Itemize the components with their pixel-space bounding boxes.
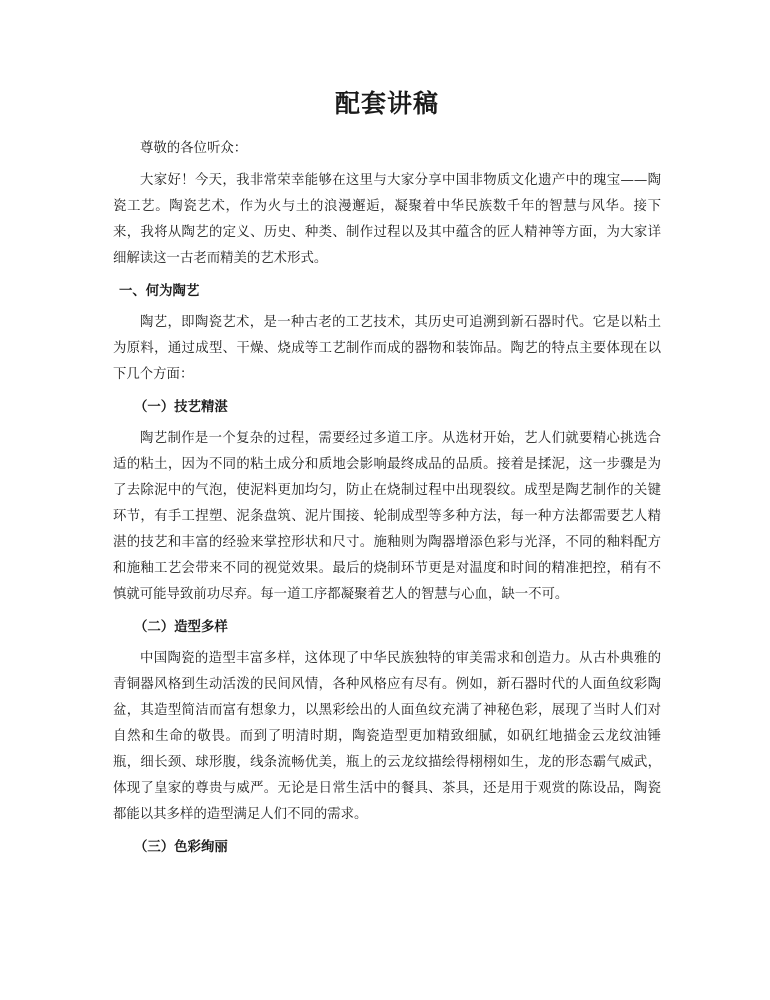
subsection-2-paragraph: 中国陶瓷的造型丰富多样，这体现了中华民族独特的审美需求和创造力。从古朴典雅的青铜器风格到生动活泼的民间风情，各种风格应有尽有。例如，新石器时代的人面鱼纹彩陶盆，其造型简洁而富有想象力，以黑彩绘出的人面鱼纹充满了神秘色彩，展现了当时人们对自然和生命的敬畏。而到了明清时期，陶瓷造型更加精致细腻，如矾红地描金云龙纹油锤瓶，细长颈、球形腹，线条流畅优美，瓶上的云龙纹描绘得栩栩如生，龙的形态霸气威武，体现了皇家的尊贵与威严。无论是日常生活中的餐具、茶具，还是用于观赏的陈设品，陶瓷都能以其多样的造型满足人们不同的需求。 [113, 651, 661, 822]
subsection-heading-3: （三）色彩绚丽 [134, 839, 228, 855]
section-heading-1: 一、何为陶艺 [119, 283, 200, 299]
intro-paragraph: 大家好！今天，我非常荣幸能够在这里与大家分享中国非物质文化遗产中的瑰宝——陶瓷工艺。陶瓷艺术，作为火与土的浪漫邂逅，凝聚着中华民族数千年的智慧与风华。接下来，我将从陶艺的定义、历史、种类、制作过程以及其中蕴含的匠人精神等方面，为大家详细解读这一古老而精美的艺术形式。 [113, 173, 661, 266]
section-1-paragraph: 陶艺，即陶瓷艺术，是一种古老的工艺技术，其历史可追溯到新石器时代。它是以粘土为原料，通过成型、干燥、烧成等工艺制作而成的器物和装饰品。陶艺的特点主要体现在以下几个方面： [113, 315, 661, 382]
document-title: 配套讲稿 [334, 89, 439, 118]
document-page [113, 86, 661, 866]
subsection-heading-1: （一）技艺精湛 [134, 399, 228, 415]
subsection-1-paragraph: 陶艺制作是一个复杂的过程，需要经过多道工序。从选材开始，艺人们就要精心挑选合适的粘土，因为不同的粘土成分和质地会影响最终成品的品质。接着是揉泥，这一步骤是为了去除泥中的气泡，使泥料更加均匀，防止在烧制过程中出现裂纹。成型是陶艺制作的关键环节，有手工捏塑、泥条盘筑、泥片围接、轮制成型等多种方法，每一种方法都需要艺人精湛的技艺和丰富的经验来掌控形状和尺寸。施釉则为陶器增添色彩与光泽，不同的釉料配方和施釉工艺会带来不同的视觉效果。最后的烧制环节更是对温度和时间的精准把控，稍有不慎就可能导致前功尽弃。每一道工序都凝聚着艺人的智慧与心血，缺一不可。 [113, 431, 661, 602]
greeting-line: 尊敬的各位听众： [140, 141, 248, 156]
subsection-heading-2: （二）造型多样 [134, 619, 228, 635]
